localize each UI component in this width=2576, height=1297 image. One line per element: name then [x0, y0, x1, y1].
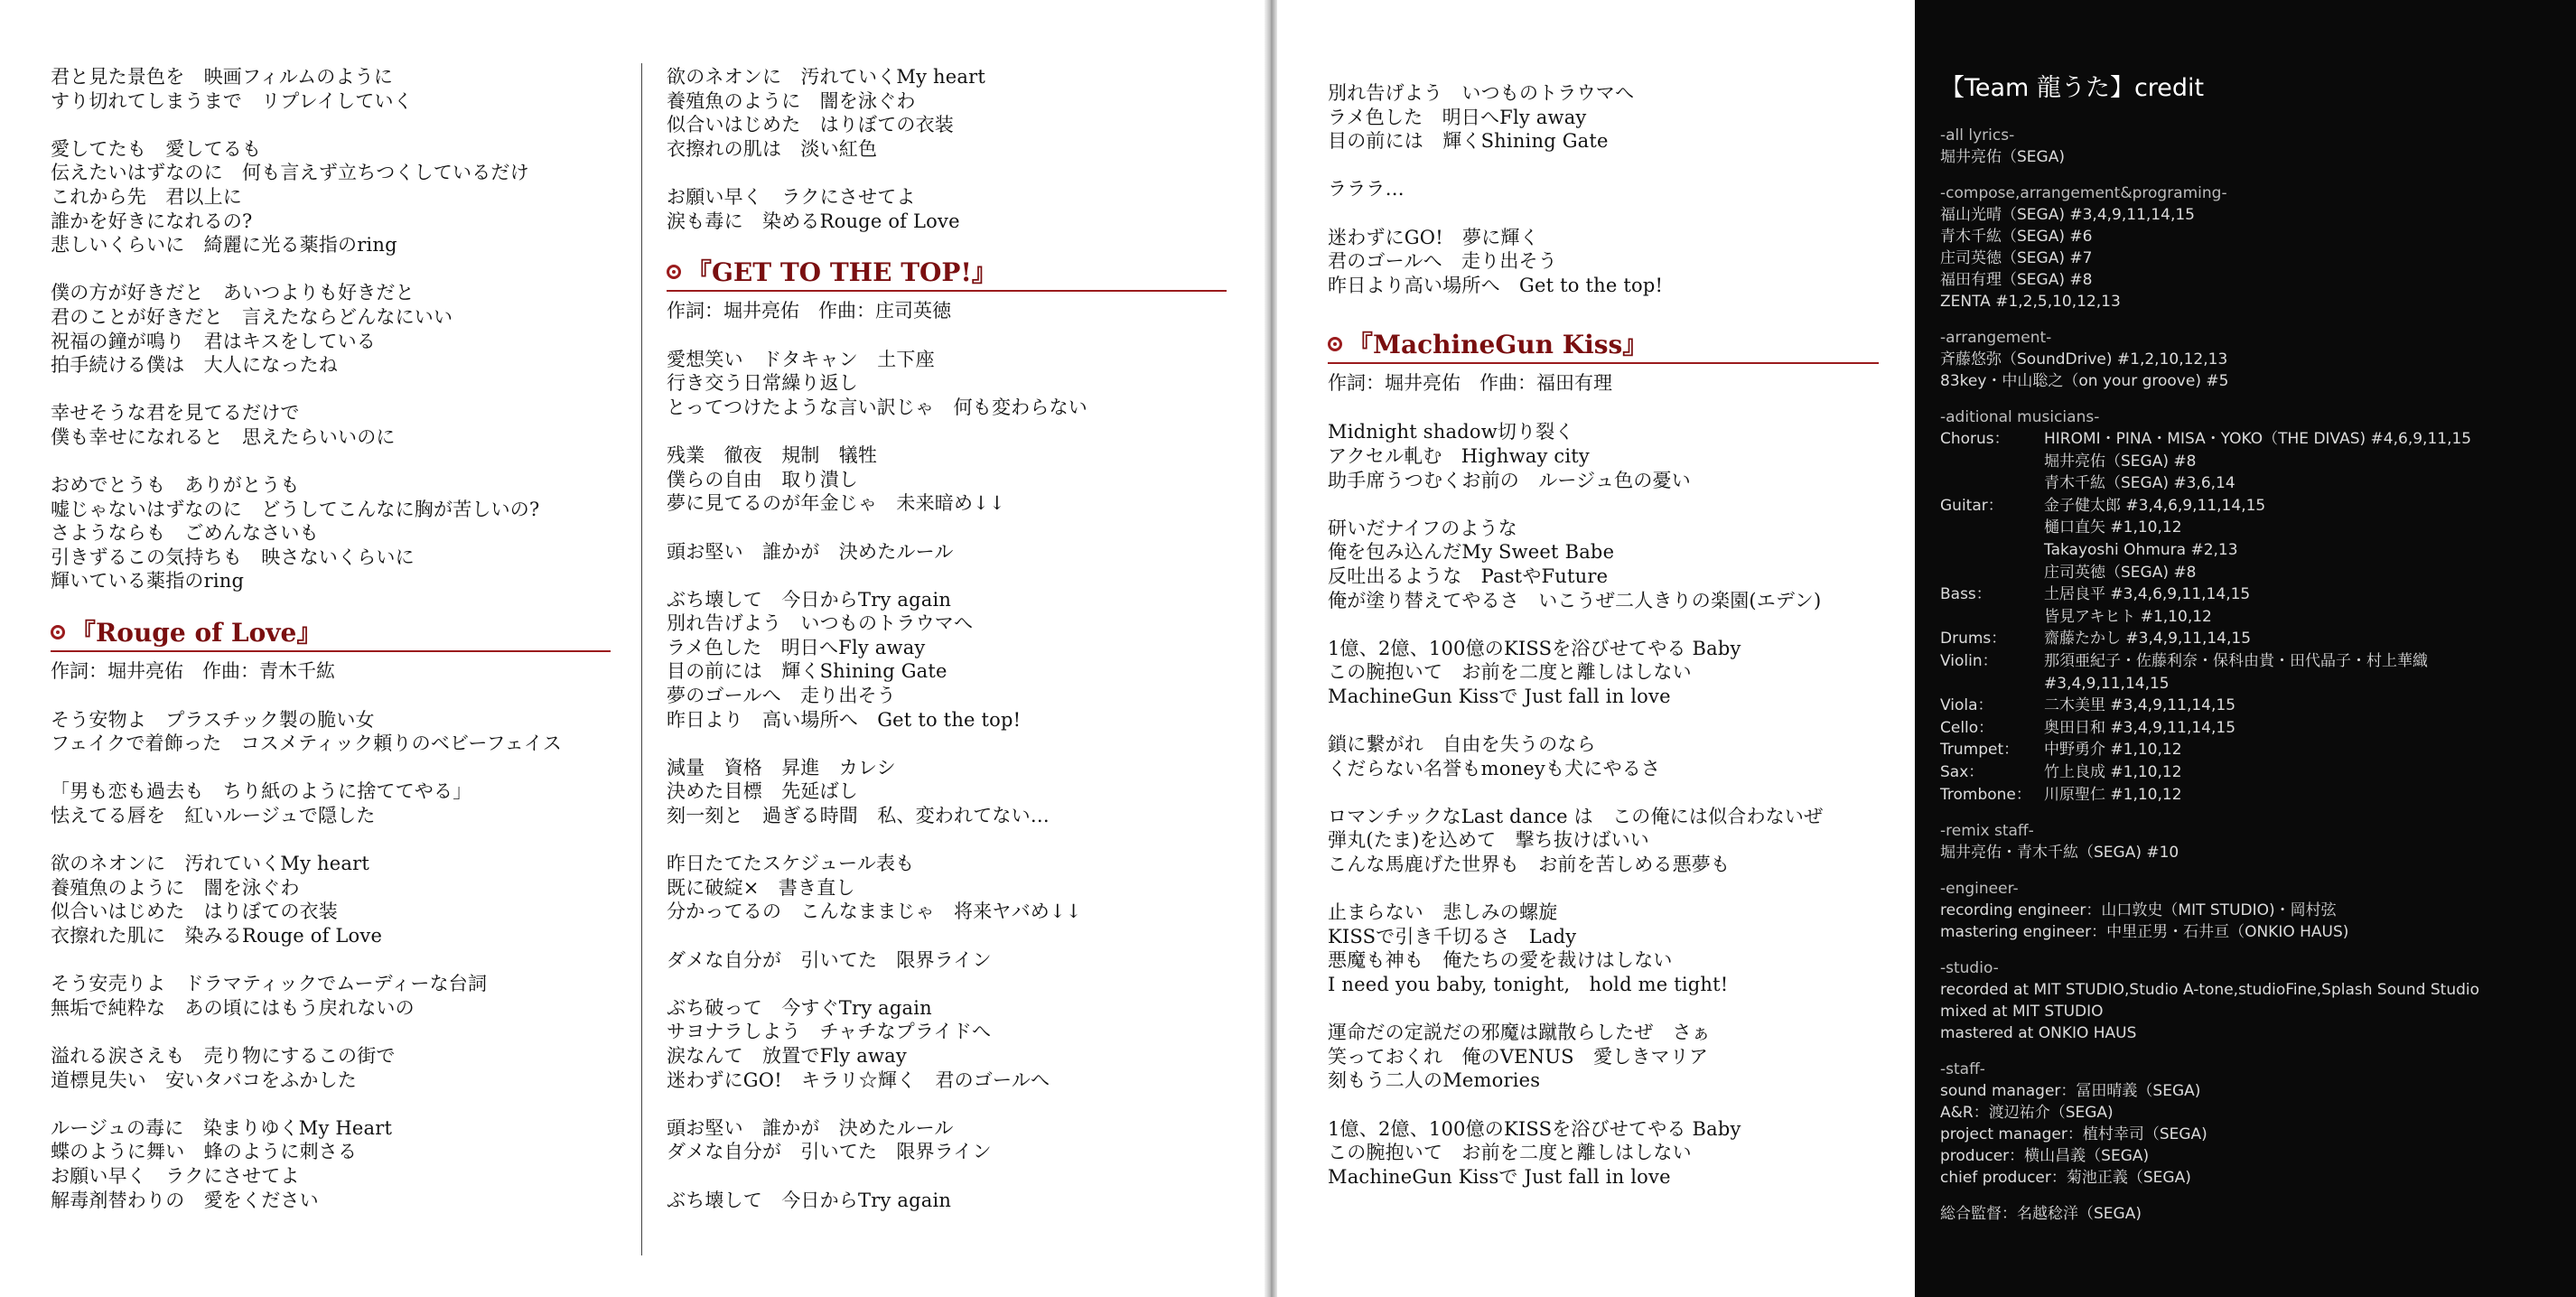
musician-name-line: 川原聖仁 #1,10,12	[2044, 785, 2182, 804]
lyric-line: 愛してたも 愛してるも	[51, 137, 262, 160]
credit-line: ZENTA #1,2,5,10,12,13	[1940, 293, 2121, 311]
lyric-line: 似合いはじめた はりぼての衣装	[667, 114, 954, 136]
lyrics-column-1	[51, 65, 629, 1236]
lyric-line: 祝福の鐘が鳴り 君はキスをしている	[51, 330, 376, 352]
credit-group-head: -engineer-	[1940, 880, 2019, 899]
lyric-line: アクセル軋む Highway city	[1328, 444, 1590, 467]
musician-name-line: 那須亜紀子・佐藤利奈・保科由貴・田代晶子・村上華織	[2044, 651, 2428, 670]
musician-row	[1940, 784, 2563, 807]
lyric-line: 怯えてる唇を 紅いルージュで隠した	[51, 805, 376, 827]
lyric-stanza	[1328, 805, 1906, 877]
musician-name-line: 皆見アキヒト #1,10,12	[2044, 607, 2212, 626]
lyric-line: さようならも ごめんなさいも	[51, 522, 319, 545]
musician-name-line: 奥田日和 #3,4,9,11,14,15	[2044, 718, 2236, 737]
musician-name-line: 土居良平 #3,4,6,9,11,14,15	[2044, 585, 2251, 604]
credit-line: mastered at ONKIO HAUS	[1940, 1024, 2137, 1043]
lyric-stanza	[667, 588, 1245, 732]
musician-name-line: 二木美里 #3,4,9,11,14,15	[2044, 696, 2236, 715]
lyric-stanza	[667, 756, 1245, 828]
lyric-line: ロマンチックなLast dance は この俺には似合わないぜ	[1328, 805, 1824, 827]
lyric-stanza	[51, 1044, 629, 1092]
musician-row	[1940, 495, 2563, 583]
lyric-stanza	[667, 65, 1245, 161]
lyric-line: 道標見失い 安いタバコをふかした	[51, 1068, 357, 1091]
credit-line: 総合監督：名越稔洋（SEGA)	[1940, 1205, 2142, 1224]
credit-line: mixed at MIT STUDIO	[1940, 1003, 2104, 1022]
musician-rows	[1940, 428, 2563, 806]
lyric-line: サヨナラしよう チャチなプライドへ	[667, 1021, 992, 1043]
musician-role: Bass：	[1940, 585, 1992, 604]
lyric-stanza	[51, 779, 629, 827]
credit-group-head: -studio-	[1940, 959, 1999, 978]
lyric-line: 反吐出るような PastやFuture	[1328, 565, 1609, 587]
musician-role: Cello：	[1940, 718, 1994, 737]
musician-name-line: 中野勇介 #1,10,12	[2044, 741, 2182, 760]
lyric-line: 養殖魚のように 闇を泳ぐわ	[667, 89, 916, 112]
lyric-line: 別れ告げよう いつものトラウマへ	[667, 612, 974, 635]
lyric-stanza	[51, 1116, 629, 1212]
lyric-stanza	[1328, 226, 1906, 298]
lyric-line: 笑っておくれ 俺のVENUS 愛しきマリア	[1328, 1045, 1709, 1068]
lyric-stanza	[1328, 637, 1906, 709]
musician-names	[2044, 717, 2235, 740]
lyric-line: 引きずるこの気持ちも 映さないくらいに	[51, 546, 415, 568]
lyric-line: 拍手続ける僕は 大人になったね	[51, 354, 338, 377]
song-header-machinegun-kiss	[1328, 330, 1906, 397]
musician-names	[2044, 583, 2250, 628]
credit-line: 斉藤悠弥（SoundDrive) #1,2,10,12,13	[1940, 350, 2228, 369]
lyric-line: 決めた目標 先延ばし	[667, 780, 858, 803]
lyric-stanza	[1328, 420, 1906, 492]
bullet-icon	[667, 265, 681, 279]
lyric-stanza	[667, 996, 1245, 1092]
lyric-line: Midnight shadow切り裂く	[1328, 421, 1574, 443]
credit-line: sound manager：冨田晴義（SEGA)	[1940, 1082, 2201, 1101]
lyric-line: 夢のゴールへ 走り出そう	[667, 685, 896, 707]
musician-names	[2044, 695, 2235, 717]
credit-panel	[1915, 0, 2576, 1297]
lyric-line: 止まらない 悲しみの螺旋	[1328, 901, 1558, 924]
lyric-line: 蝶のように舞い 蜂のように刺さる	[51, 1141, 358, 1163]
lyric-stanza	[51, 972, 629, 1020]
lyric-line: 昨日たてたスケジュール表も	[667, 853, 915, 875]
lyric-line: 愛想笑い ドタキャン 土下座	[667, 348, 935, 370]
lyric-line: 頭お堅い 誰かが 決めたルール	[667, 1116, 954, 1139]
lyric-line: 衣擦れた肌に 染みるRouge of Love	[51, 925, 383, 947]
lyric-line: 迷わずにGO! 夢に輝く	[1328, 226, 1539, 248]
lyric-line: 君と見た景色を 映画フィルムのように	[51, 66, 394, 88]
musician-row	[1940, 428, 2563, 495]
lyric-line: 僕の方が好きだと あいつよりも好きだと	[51, 282, 415, 304]
lyric-line: この腕抱いて お前を二度と離しはしない	[1328, 1142, 1692, 1164]
musician-row	[1940, 761, 2563, 784]
musician-names	[2044, 628, 2251, 650]
lyric-stanza	[667, 948, 1245, 973]
song-credits: 作詞：堀井亮佑 作曲：青木千紘	[51, 659, 335, 682]
lyric-stanza	[667, 540, 1245, 565]
lyric-line: そう安売りよ ドラマティックでムーディーな台詞	[51, 973, 488, 995]
lyric-line: 僕らの自由 取り潰し	[667, 468, 858, 490]
credit-group	[1940, 327, 2563, 392]
lyric-line: ラメ色した 明日へFly away	[667, 636, 926, 658]
lyric-line: 既に破綻× 書き直し	[667, 876, 855, 899]
song-title-text: 『GET TO THE TOP!』	[686, 257, 997, 287]
musician-role: Violin：	[1940, 651, 1998, 670]
lyric-stanza	[51, 473, 629, 593]
credit-line: 堀井亮佑・青木千紘（SEGA) #10	[1940, 844, 2179, 863]
lyric-line: ぶち破って 今すぐTry again	[667, 996, 932, 1019]
credit-group	[1940, 878, 2563, 943]
musician-names	[2044, 761, 2182, 784]
lyric-stanza	[667, 1116, 1245, 1164]
musician-row	[1940, 583, 2563, 628]
lyric-stanza	[667, 443, 1245, 516]
musician-role: Sax：	[1940, 762, 1984, 781]
song-credits: 作詞：堀井亮佑 作曲：庄司英徳	[667, 299, 951, 322]
musician-names	[2044, 495, 2265, 583]
musician-names	[2044, 428, 2471, 495]
lyric-line: 俺を包み込んだMy Sweet Babe	[1328, 541, 1615, 564]
credit-group	[1940, 957, 2563, 1044]
lyric-line: 行き交う日常繰り返し	[667, 372, 858, 395]
lyric-line: 目の前には 輝くShining Gate	[1328, 130, 1609, 153]
credit-groups-lower	[1940, 820, 2563, 1225]
musician-role: Drums：	[1940, 630, 2007, 648]
lyric-line: おめでとうも ありがとうも	[51, 474, 300, 497]
credit-group	[1940, 125, 2563, 168]
musician-names	[2044, 739, 2182, 761]
musician-role: Guitar：	[1940, 496, 2003, 515]
song-header-rouge-of-love	[51, 618, 629, 685]
lyric-stanza	[667, 1189, 1245, 1213]
credit-group	[1940, 820, 2563, 863]
musician-name-line: 樋口直矢 #1,10,12	[2044, 518, 2182, 537]
credit-group-head: -all lyrics-	[1940, 126, 2015, 145]
lyric-stanza	[1328, 900, 1906, 996]
lyrics-stanzas-top	[667, 65, 1245, 233]
lyric-stanza	[667, 852, 1245, 924]
credit-group	[1940, 1203, 2563, 1225]
credit-line: project manager：植村幸司（SEGA)	[1940, 1125, 2207, 1144]
credit-line: 83key・中山聡之（on your groove) #5	[1940, 372, 2229, 390]
lyrics-stanzas-song	[1328, 420, 1906, 1189]
credit-title: 【Team 龍うた】credit	[1940, 74, 2205, 102]
credit-group	[1940, 1059, 2563, 1189]
musician-name-line: #3,4,9,11,14,15	[2044, 674, 2170, 693]
lyric-line: 解毒剤替わりの 愛をください	[51, 1189, 319, 1211]
lyric-line: 涙も毒に 染めるRouge of Love	[667, 210, 960, 232]
column-divider-left	[641, 63, 642, 1255]
credit-musicians	[1940, 406, 2563, 806]
lyric-stanza	[1328, 81, 1906, 154]
booklet-spine	[1265, 0, 1277, 1297]
lyric-line: 悪魔も神も 俺たちの愛を裁けはしない	[1328, 949, 1673, 972]
lyric-line: ラララ…	[1328, 178, 1405, 201]
credit-group	[1940, 182, 2563, 313]
lyric-line: 誰かを好きになれるの?	[51, 210, 253, 232]
lyric-line: 君のことが好きだと 言えたならどんなにいい	[51, 305, 453, 328]
credit-line: 堀井亮佑（SEGA)	[1940, 148, 2065, 166]
lyric-line: 輝いている薬指のring	[51, 570, 245, 593]
lyric-line: 運命だの定説だの邪魔は蹴散らしたぜ さぁ	[1328, 1022, 1711, 1044]
lyric-line: 夢に見てるのが年金じゃ 未来暗め↓↓	[667, 492, 1005, 515]
credit-group-head: -compose,arrangement&programing-	[1940, 184, 2227, 202]
lyric-line: 欲のネオンに 汚れていくMy heart	[51, 853, 369, 875]
lyric-stanza	[51, 137, 629, 257]
lyric-stanza	[1328, 1117, 1906, 1190]
lyric-line: 刻一刻と 過ぎる時間 私、変われてない…	[667, 805, 1050, 827]
lyrics-column-2	[667, 65, 1245, 1236]
lyric-line: 伝えたいはずなのに 何も言えず立ちつくしているだけ	[51, 162, 529, 184]
lyric-line: 昨日より高い場所へ Get to the top!	[1328, 274, 1664, 296]
lyric-line: くだらない名誉もmoneyも犬にやるさ	[1328, 757, 1661, 779]
lyric-line: I need you baby, tonight, hold me tight!	[1328, 974, 1729, 995]
lyric-line: 衣擦れの肌は 淡い紅色	[667, 137, 878, 160]
credit-line: recorded at MIT STUDIO,Studio A-tone,studioFine,Splash Sound Studio	[1940, 981, 2480, 1000]
lyric-line: 昨日より 高い場所へ Get to the top!	[667, 708, 1022, 731]
lyric-line: 別れ告げよう いつものトラウマへ	[1328, 82, 1635, 104]
musician-row	[1940, 695, 2563, 717]
credit-content	[1940, 72, 2563, 1239]
lyrics-stanzas-song	[51, 708, 629, 1212]
lyric-line: そう安物よ プラスチック製の脆い女	[51, 708, 375, 731]
lyric-stanza	[51, 401, 629, 449]
lyric-line: 涙なんて 放置でFly away	[667, 1044, 907, 1067]
lyrics-stanzas-top	[1328, 81, 1906, 297]
musician-name-line: HIROMI・PINA・MISA・YOKO（THE DIVAS) #4,6,9,11,15	[2044, 430, 2472, 448]
lyric-line: 分かってるの こんなままじゃ 将来ヤバめ↓↓	[667, 900, 1082, 923]
lyric-line: 減量 資格 昇進 カレシ	[667, 756, 896, 779]
song-title	[51, 618, 611, 652]
song-header-get-to-the-top	[667, 257, 1245, 324]
lyric-line: 欲のネオンに 汚れていくMy heart	[667, 66, 985, 88]
musician-name-line: 齋藤たかし #3,4,9,11,14,15	[2044, 630, 2252, 648]
musician-name-line: 青木千紘（SEGA) #3,6,14	[2044, 474, 2235, 493]
musician-row	[1940, 650, 2563, 695]
musician-names	[2044, 650, 2428, 695]
credit-groups	[1940, 125, 2563, 392]
lyric-line: 無垢で純粋な あの頃にはもう戻れないの	[51, 996, 415, 1019]
lyric-line: とってつけたような言い訳じゃ 何も変わらない	[667, 396, 1087, 418]
bullet-icon	[51, 625, 65, 639]
lyric-stanza	[51, 708, 629, 756]
lyric-line: 君のゴールへ 走り出そう	[1328, 250, 1557, 273]
lyric-stanza	[51, 852, 629, 947]
lyric-line: この腕抱いて お前を二度と離しはしない	[1328, 661, 1692, 684]
lyric-stanza	[1328, 517, 1906, 612]
credit-line: A&R：渡辺祐介（SEGA)	[1940, 1104, 2114, 1123]
lyric-line: 1億、2億、100億のKISSを浴びせてやる Baby	[1328, 1117, 1741, 1140]
credit-line: 福田有理（SEGA) #8	[1940, 271, 2093, 289]
musician-role: Trombone：	[1940, 785, 2031, 804]
lyric-stanza	[1328, 732, 1906, 780]
lyric-line: 研いだナイフのような	[1328, 517, 1517, 539]
credit-group-head: -aditional musicians-	[1940, 408, 2100, 426]
lyric-stanza	[1328, 177, 1906, 201]
lyric-line: ルージュの毒に 染まりゆくMy Heart	[51, 1116, 393, 1139]
lyric-stanza	[1328, 1021, 1906, 1093]
song-credits: 作詞：堀井亮佑 作曲：福田有理	[1328, 372, 1612, 395]
musician-name-line: 堀井亮佑（SEGA) #8	[2044, 452, 2197, 471]
lyric-stanza	[51, 65, 629, 113]
lyric-line: 1億、2億、100億のKISSを浴びせてやる Baby	[1328, 637, 1741, 659]
credit-line: chief producer：菊池正義（SEGA)	[1940, 1169, 2191, 1188]
credit-line: 青木千紘（SEGA) #6	[1940, 228, 2093, 246]
credit-line: recording engineer：山口敦史（MIT STUDIO)・岡村弦	[1940, 901, 2337, 920]
credit-line: 福山光晴（SEGA) #3,4,9,11,14,15	[1940, 206, 2195, 224]
lyric-line: 養殖魚のように 闇を泳ぐわ	[51, 876, 300, 899]
musician-name-line: 金子健太郎 #3,4,6,9,11,14,15	[2044, 496, 2266, 515]
lyric-line: ラメ色した 明日へFly away	[1328, 106, 1587, 128]
musician-name-line: 竹上良成 #1,10,12	[2044, 762, 2182, 781]
song-title-text: 『Rouge of Love』	[70, 617, 322, 648]
lyric-line: 刻もう二人のMemories	[1328, 1069, 1541, 1092]
lyric-line: フェイクで着飾った コスメティック頼りのベビーフェイス	[51, 732, 563, 755]
lyric-line: 僕も幸せになれると 思えたらいいのに	[51, 425, 396, 448]
musician-name-line: Takayoshi Ohmura #2,13	[2044, 540, 2238, 559]
lyric-stanza	[667, 348, 1245, 420]
lyric-line: 残業 徹夜 規制 犠牲	[667, 444, 878, 467]
musician-names	[2044, 784, 2182, 807]
musician-row	[1940, 628, 2563, 650]
lyric-line: MachineGun Kissで Just fall in love	[1328, 685, 1671, 707]
lyric-line: ダメな自分が 引いてた 限界ライン	[667, 1141, 992, 1163]
musician-role: Viola：	[1940, 696, 1993, 715]
lyric-line: これから先 君以上に	[51, 185, 242, 208]
lyric-line: お願い早く ラクにさせてよ	[667, 185, 916, 208]
song-title	[1328, 330, 1879, 364]
musician-role: Chorus：	[1940, 430, 2010, 448]
credit-line: 庄司英徳（SEGA) #7	[1940, 249, 2093, 267]
lyric-line: ぶち壊して 今日からTry again	[667, 588, 952, 611]
lyrics-stanzas-song	[667, 348, 1245, 1212]
lyric-line: 目の前には 輝くShining Gate	[667, 660, 947, 683]
credit-group-head: -arrangement-	[1940, 329, 2052, 347]
lyric-stanza	[667, 185, 1245, 233]
bullet-icon	[1328, 337, 1342, 351]
musician-row	[1940, 739, 2563, 761]
musician-row	[1940, 717, 2563, 740]
lyric-line: 悲しいくらいに 綺麗に光る薬指のring	[51, 234, 397, 257]
lyric-line: 溢れる涙さえも 売り物にするこの街で	[51, 1044, 396, 1067]
lyric-line: 俺が塗り替えてやるさ いこうぜ二人きりの楽園(エデン)	[1328, 589, 1822, 611]
lyrics-column-3	[1328, 81, 1906, 1213]
lyric-line: 幸せそうな君を見てるだけで	[51, 402, 300, 425]
lyric-line: 助手席うつむくお前の ルージュ色の憂い	[1328, 469, 1691, 491]
credit-line: producer：横山昌義（SEGA)	[1940, 1147, 2150, 1166]
lyrics-stanzas-top	[51, 65, 629, 593]
lyric-line: こんな馬鹿げた世界も お前を苦しめる悪夢も	[1328, 854, 1731, 876]
lyric-line: 鎖に繋がれ 自由を失うのなら	[1328, 733, 1596, 756]
lyric-line: MachineGun Kissで Just fall in love	[1328, 1165, 1671, 1188]
musician-role: Trumpet：	[1940, 741, 2020, 760]
song-title	[667, 257, 1227, 292]
lyric-line: すり切れてしまうまで リプレイしていく	[51, 89, 413, 112]
lyric-line: 「男も恋も過去も ちり紙のように捨ててやる」	[51, 780, 472, 803]
musician-name-line: 庄司英徳（SEGA) #8	[2044, 563, 2197, 582]
lyric-line: 嘘じゃないはずなのに どうしてこんなに胸が苦しいの?	[51, 498, 540, 520]
credit-group-head: -staff-	[1940, 1060, 1985, 1079]
lyric-line: ぶち壊して 今日からTry again	[667, 1189, 952, 1211]
lyric-line: 頭お堅い 誰かが 決めたルール	[667, 540, 954, 563]
lyric-line: 弾丸(たま)を込めて 撃ち抜けばいい	[1328, 829, 1649, 852]
lyric-line: KISSで引き千切るさ Lady	[1328, 925, 1577, 947]
lyric-line: ダメな自分が 引いてた 限界ライン	[667, 948, 992, 971]
lyric-line: お願い早く ラクにさせてよ	[51, 1164, 300, 1187]
lyric-line: 似合いはじめた はりぼての衣装	[51, 900, 338, 923]
lyric-stanza	[51, 281, 629, 377]
lyric-line: 迷わずにGO! キラリ☆輝く 君のゴールへ	[667, 1068, 1050, 1091]
song-title-text: 『MachineGun Kiss』	[1348, 330, 1648, 360]
credit-line: mastering engineer：中里正男・石井亘（ONKIO HAUS)	[1940, 923, 2349, 942]
credit-group-head: -remix staff-	[1940, 822, 2034, 841]
